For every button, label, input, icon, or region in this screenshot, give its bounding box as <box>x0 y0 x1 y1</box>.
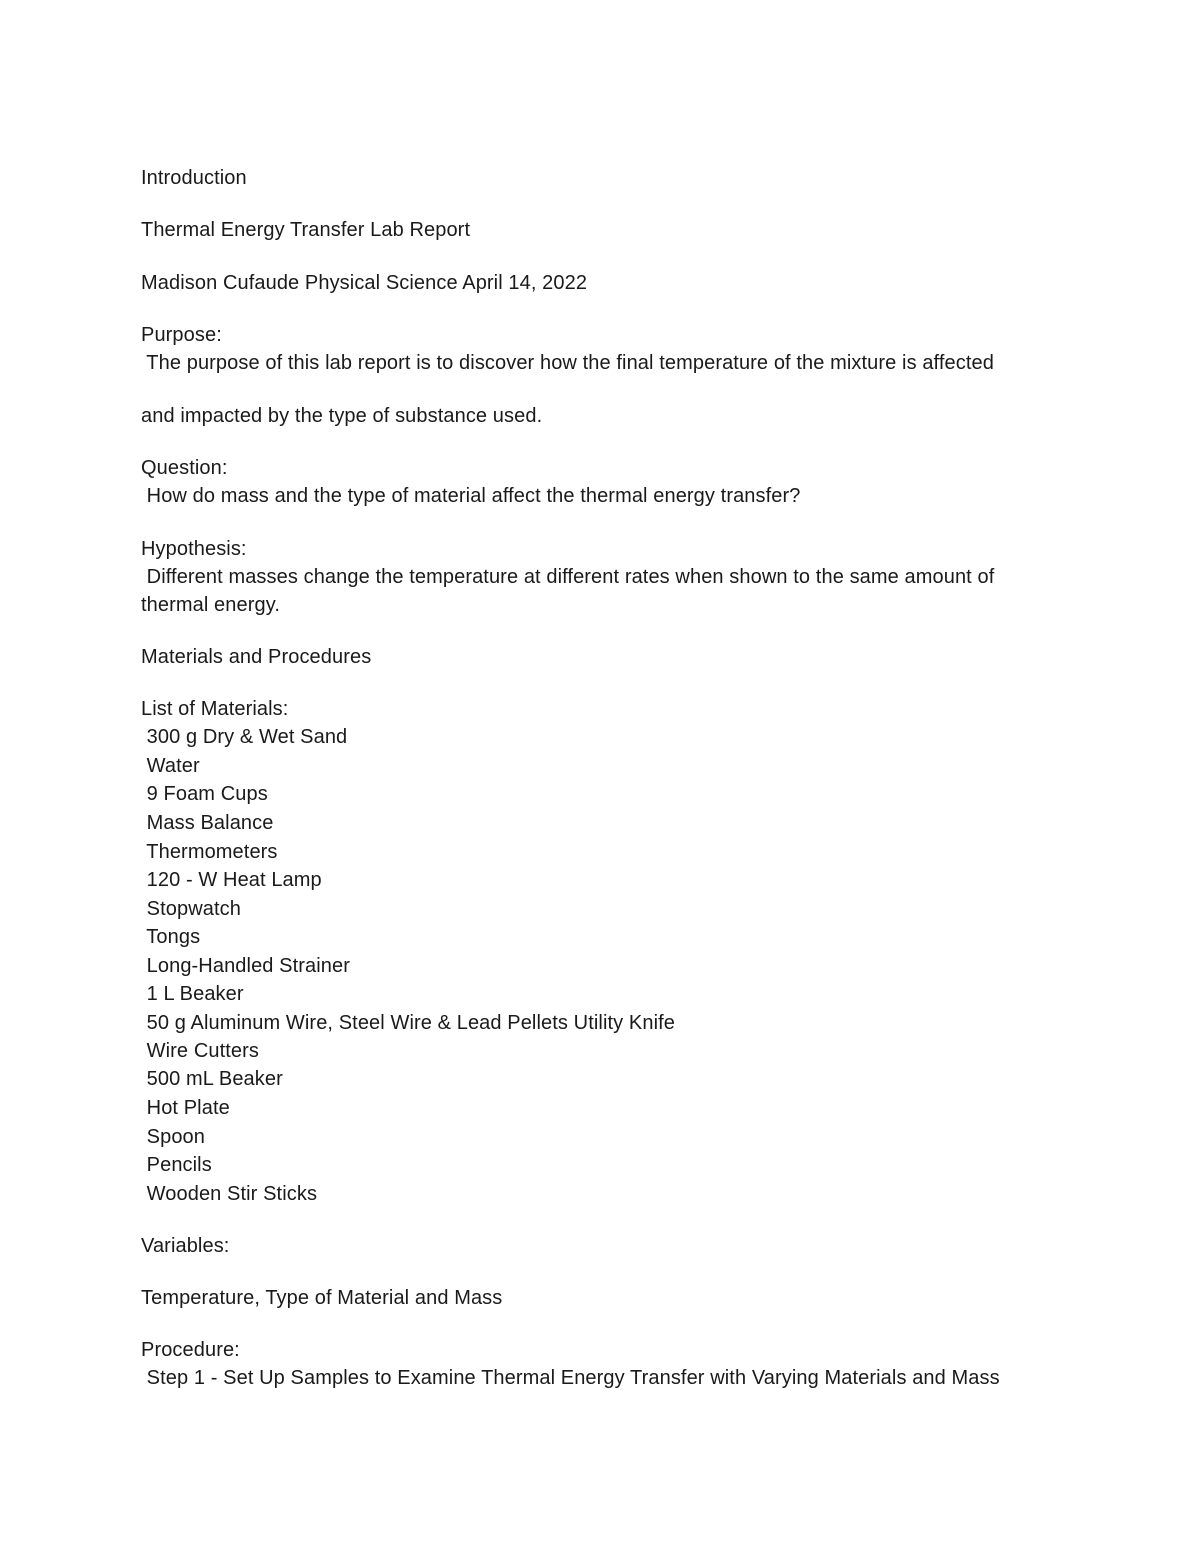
purpose-text-line-1: The purpose of this lab report is to discover how the final temperature of the mixture is affected <box>141 352 994 374</box>
materials-procedures-heading: Materials and Procedures <box>141 646 372 668</box>
introduction-heading: Introduction <box>141 167 247 189</box>
purpose-label: Purpose: <box>141 324 222 346</box>
report-title: Thermal Energy Transfer Lab Report <box>141 219 471 241</box>
purpose-text-line-2: and impacted by the type of substance used. <box>141 405 543 427</box>
hypothesis-label: Hypothesis: <box>141 538 247 560</box>
material-item: Hot Plate <box>141 1097 230 1119</box>
variables-text: Temperature, Type of Material and Mass <box>141 1287 503 1309</box>
material-item: 9 Foam Cups <box>141 783 268 805</box>
material-item: 120 - W Heat Lamp <box>141 869 322 891</box>
procedure-step-1: Step 1 - Set Up Samples to Examine Thermal Energy Transfer with Varying Materials and Mass <box>141 1367 1000 1389</box>
hypothesis-text-line-1: Different masses change the temperature at different rates when shown to the same amount of <box>141 566 995 588</box>
material-item: Water <box>141 755 200 777</box>
material-item: 1 L Beaker <box>141 983 244 1005</box>
material-item: Wire Cutters <box>141 1040 259 1062</box>
material-item: Thermometers <box>141 841 278 863</box>
material-item: 500 mL Beaker <box>141 1068 283 1090</box>
hypothesis-text-line-2: thermal energy. <box>141 594 280 616</box>
question-label: Question: <box>141 457 228 479</box>
material-item: Stopwatch <box>141 898 241 920</box>
variables-label: Variables: <box>141 1235 230 1257</box>
materials-label: List of Materials: <box>141 698 289 720</box>
material-item: Wooden Stir Sticks <box>141 1183 318 1205</box>
material-item: Pencils <box>141 1154 212 1176</box>
material-item: Spoon <box>141 1126 205 1148</box>
question-text: How do mass and the type of material affect the thermal energy transfer? <box>141 485 801 507</box>
material-item: 300 g Dry & Wet Sand <box>141 726 348 748</box>
material-item: Long-Handled Strainer <box>141 955 350 977</box>
author-line: Madison Cufaude Physical Science April 14, 2022 <box>141 272 588 294</box>
material-item: Tongs <box>141 926 201 948</box>
material-item: Mass Balance <box>141 812 274 834</box>
procedure-label: Procedure: <box>141 1339 240 1361</box>
material-item: 50 g Aluminum Wire, Steel Wire & Lead Pellets Utility Knife <box>141 1012 675 1034</box>
